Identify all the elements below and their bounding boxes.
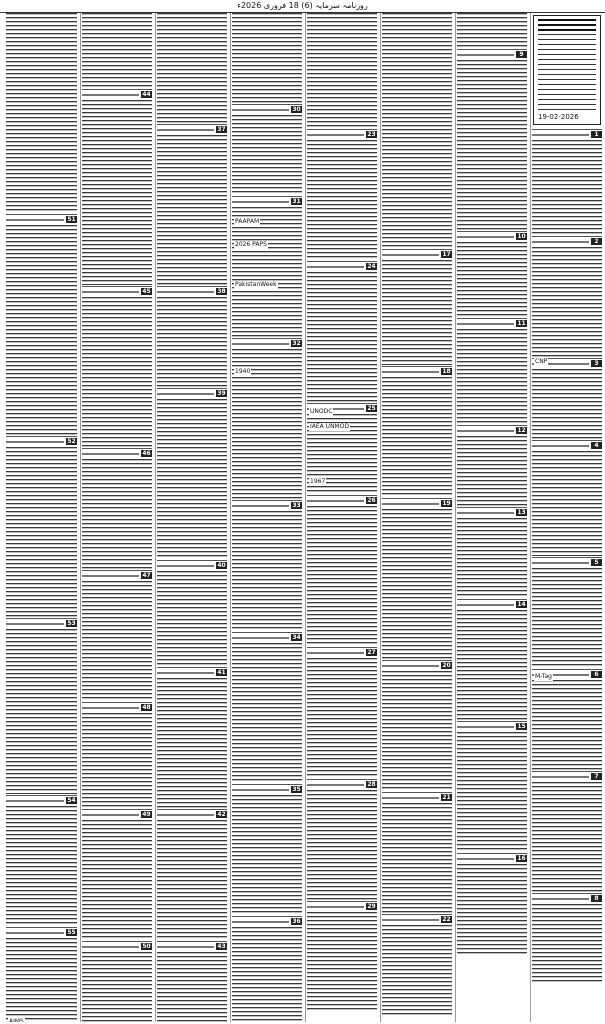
answer-text-block	[6, 447, 77, 617]
question-header	[532, 893, 602, 903]
heading-rule	[157, 565, 214, 567]
question-header	[82, 448, 152, 458]
answer-text-block	[82, 952, 152, 1022]
answer-text-block	[82, 820, 152, 940]
text-column	[530, 13, 603, 1022]
question-header	[307, 647, 377, 657]
question-header	[82, 89, 152, 99]
question-header	[382, 792, 452, 802]
inline-label-year1967: 1967	[310, 478, 326, 485]
answer-text-block	[82, 581, 152, 701]
question-number: 19	[442, 500, 451, 507]
question-header	[532, 236, 602, 246]
question-number: 36	[292, 918, 301, 925]
question-number: 5	[591, 559, 602, 566]
answer-text-block	[6, 806, 77, 926]
heading-rule	[157, 393, 214, 395]
heading-rule	[307, 784, 364, 786]
question-number: 1	[591, 131, 602, 138]
answer-text-block	[157, 678, 227, 808]
question-number: 43	[217, 943, 226, 950]
heading-rule	[307, 134, 364, 136]
question-header	[532, 440, 602, 450]
question-header	[157, 667, 227, 677]
question-header	[457, 318, 527, 328]
answer-text-block	[532, 369, 602, 439]
heading-rule	[6, 441, 64, 443]
question-number: 32	[292, 340, 301, 347]
question-number: 50	[142, 943, 151, 950]
notice-date: 19-02-2026	[538, 113, 579, 121]
heading-rule	[307, 906, 364, 908]
question-number: 46	[142, 450, 151, 457]
question-header	[382, 366, 452, 376]
question-number: 27	[367, 649, 376, 656]
question-header	[532, 771, 602, 781]
answer-text-block	[232, 795, 302, 915]
inline-label-unodc: UNODC	[310, 408, 333, 415]
question-header	[157, 809, 227, 819]
question-header	[6, 927, 77, 937]
heading-rule	[232, 637, 289, 639]
answer-text-block	[232, 927, 302, 1022]
answer-text-block	[232, 643, 302, 783]
question-number: 17	[442, 251, 451, 258]
question-number: 13	[517, 509, 526, 516]
question-header	[232, 338, 302, 348]
question-number: 16	[517, 855, 526, 862]
question-number: 53	[67, 620, 76, 627]
question-number: 47	[142, 572, 151, 579]
answer-text-block	[532, 904, 602, 984]
text-column	[380, 13, 453, 1022]
question-number: 3	[591, 360, 602, 367]
question-number: 12	[517, 427, 526, 434]
answer-text-block	[307, 13, 377, 128]
answer-text-block	[232, 511, 302, 631]
inline-label-cnp: CNP	[535, 358, 548, 365]
answer-text-block	[82, 297, 152, 447]
question-number: 14	[517, 601, 526, 608]
question-header	[6, 618, 77, 628]
question-header	[6, 795, 77, 805]
answer-text-block	[457, 60, 527, 230]
question-number: 10	[517, 233, 526, 240]
heading-rule	[157, 946, 214, 948]
question-header	[457, 853, 527, 863]
question-number: 45	[142, 288, 151, 295]
heading-rule	[382, 503, 439, 505]
answer-text-block	[307, 912, 377, 1012]
question-header	[457, 599, 527, 609]
answer-text-block	[532, 782, 602, 892]
heading-rule	[232, 343, 289, 345]
question-number: 8	[591, 895, 602, 902]
answer-text-block	[82, 459, 152, 569]
heading-rule	[6, 932, 64, 934]
question-header	[232, 104, 302, 114]
heading-rule	[157, 672, 214, 674]
heading-rule	[307, 266, 364, 268]
heading-rule	[82, 94, 139, 96]
question-header	[232, 916, 302, 926]
question-header	[232, 196, 302, 206]
question-number: 37	[217, 126, 226, 133]
answer-text-block	[307, 140, 377, 260]
question-number: 20	[442, 662, 451, 669]
heading-rule	[82, 291, 139, 293]
question-number: 2	[591, 238, 602, 245]
question-number: 21	[442, 794, 451, 801]
question-header	[532, 129, 602, 139]
inline-label-m-tag: M-Tag	[535, 673, 552, 680]
answer-text-block	[532, 568, 602, 668]
answer-text-block	[6, 938, 77, 1022]
newspaper-page	[2, 13, 603, 1022]
question-header	[382, 660, 452, 670]
question-header	[382, 914, 452, 924]
answer-text-block	[382, 260, 452, 365]
answer-text-block	[382, 13, 452, 248]
answer-text-block	[457, 518, 527, 598]
answer-text-block	[157, 135, 227, 285]
text-column	[455, 13, 528, 1022]
answer-text-block	[457, 13, 527, 48]
question-header	[382, 249, 452, 259]
question-header	[532, 557, 602, 567]
heading-rule	[307, 652, 364, 654]
answer-text-block	[157, 297, 227, 387]
question-header	[232, 632, 302, 642]
answer-text-block	[6, 13, 77, 213]
question-number: 11	[517, 320, 526, 327]
question-header	[157, 560, 227, 570]
text-column	[80, 13, 153, 1022]
inline-label-paps2026: 2026 PAPS	[235, 241, 267, 248]
question-number: 42	[217, 811, 226, 818]
question-number: 51	[67, 216, 76, 223]
question-number: 52	[67, 438, 76, 445]
question-header	[82, 286, 152, 296]
question-number: 34	[292, 634, 301, 641]
heading-rule	[157, 291, 214, 293]
text-column	[5, 13, 78, 1022]
heading-rule	[82, 946, 139, 948]
heading-rule	[232, 921, 289, 923]
answer-text-block	[82, 13, 152, 88]
answer-text-block	[6, 629, 77, 794]
answer-text-block	[532, 247, 602, 357]
heading-rule	[457, 858, 514, 860]
heading-rule	[6, 623, 64, 625]
answer-text-block	[82, 713, 152, 808]
question-header	[457, 425, 527, 435]
question-number: 6	[591, 671, 602, 678]
question-number: 38	[217, 288, 226, 295]
question-number: 9	[516, 51, 527, 58]
answer-text-block	[382, 509, 452, 659]
answer-text-block	[457, 610, 527, 720]
text-column	[230, 13, 303, 1022]
question-number: 15	[517, 723, 526, 730]
question-header	[157, 388, 227, 398]
answer-text-block	[532, 451, 602, 556]
answer-text-block	[457, 242, 527, 317]
question-header	[157, 286, 227, 296]
answer-text-block	[307, 506, 377, 646]
heading-rule	[457, 236, 514, 238]
question-header	[157, 124, 227, 134]
question-number: 28	[367, 781, 376, 788]
heading-rule	[457, 512, 514, 514]
question-number: 31	[292, 198, 301, 205]
heading-rule	[457, 430, 514, 432]
heading-rule	[457, 726, 514, 728]
heading-rule	[232, 789, 289, 791]
question-number: 39	[217, 390, 226, 397]
heading-rule	[382, 919, 439, 921]
question-header	[232, 784, 302, 794]
inline-label-iaea: IAEA UNMOD	[310, 423, 350, 430]
question-number: 18	[442, 368, 451, 375]
inline-label-year1940: 1940	[235, 368, 251, 375]
heading-rule	[532, 241, 589, 243]
heading-rule	[382, 371, 439, 373]
answer-text-block	[157, 820, 227, 940]
heading-rule	[457, 54, 514, 56]
text-column	[155, 13, 228, 1022]
question-number: 29	[367, 903, 376, 910]
question-header	[457, 507, 527, 517]
notice-body	[538, 34, 596, 110]
question-number: 35	[292, 786, 301, 793]
answer-text-block	[382, 803, 452, 913]
question-header	[307, 261, 377, 271]
masthead-title: روزنامہ سرمایہ (6) 18 فروری 2026ء	[237, 1, 368, 10]
heading-rule	[6, 800, 64, 802]
heading-rule	[457, 604, 514, 606]
question-header	[457, 721, 527, 731]
heading-rule	[457, 323, 514, 325]
question-number: 41	[217, 669, 226, 676]
heading-rule	[532, 134, 589, 136]
question-number: 22	[442, 916, 451, 923]
question-header	[82, 570, 152, 580]
answer-text-block	[382, 377, 452, 497]
inline-label-paapam: PAAPAM	[235, 218, 260, 225]
answer-text-block	[457, 864, 527, 954]
heading-rule	[82, 814, 139, 816]
question-header	[82, 809, 152, 819]
answer-text-block	[457, 329, 527, 424]
question-number: 49	[142, 811, 151, 818]
heading-rule	[532, 445, 589, 447]
heading-rule	[232, 201, 289, 203]
question-number: 54	[67, 797, 76, 804]
answer-text-block	[82, 100, 152, 285]
answer-text-block	[6, 225, 77, 435]
inline-label-aims: AIMS	[8, 1018, 25, 1022]
text-column	[305, 13, 378, 1022]
question-number: 24	[367, 263, 376, 270]
answer-text-block	[532, 140, 602, 235]
answer-text-block	[307, 272, 377, 402]
heading-rule	[382, 797, 439, 799]
heading-rule	[532, 898, 589, 900]
question-header	[157, 941, 227, 951]
question-number: 55	[67, 929, 76, 936]
heading-rule	[157, 129, 214, 131]
question-number: 33	[292, 502, 301, 509]
question-number: 48	[142, 704, 151, 711]
boxed-notice	[533, 15, 601, 125]
question-header	[232, 500, 302, 510]
answer-text-block	[232, 13, 302, 103]
question-number: 44	[142, 91, 151, 98]
answer-text-block	[157, 13, 227, 123]
question-header	[307, 129, 377, 139]
heading-rule	[382, 254, 439, 256]
question-header	[6, 214, 77, 224]
inline-label-pakistan-week: PakistanWeek	[235, 281, 277, 288]
answer-text-block	[307, 658, 377, 778]
heading-rule	[307, 500, 364, 502]
question-number: 23	[367, 131, 376, 138]
question-header	[307, 779, 377, 789]
answer-text-block	[232, 115, 302, 195]
heading-rule	[532, 562, 589, 564]
answer-text-block	[532, 680, 602, 770]
question-header	[82, 941, 152, 951]
heading-rule	[232, 109, 289, 111]
question-number: 26	[367, 497, 376, 504]
notice-heading	[538, 19, 596, 31]
answer-text-block	[457, 732, 527, 852]
question-header	[382, 498, 452, 508]
question-header	[82, 702, 152, 712]
answer-text-block	[157, 399, 227, 559]
answer-text-block	[232, 207, 302, 337]
heading-rule	[157, 814, 214, 816]
question-header	[457, 49, 527, 59]
heading-rule	[382, 665, 439, 667]
question-header	[6, 436, 77, 446]
heading-rule	[82, 575, 139, 577]
heading-rule	[6, 219, 64, 221]
heading-rule	[82, 453, 139, 455]
question-number: 25	[367, 405, 376, 412]
question-number: 40	[217, 562, 226, 569]
answer-text-block	[307, 790, 377, 900]
question-header	[307, 901, 377, 911]
heading-rule	[532, 776, 589, 778]
question-number: 30	[292, 106, 301, 113]
heading-rule	[232, 505, 289, 507]
question-header	[307, 495, 377, 505]
answer-text-block	[382, 925, 452, 1015]
question-header	[457, 231, 527, 241]
answer-text-block	[157, 952, 227, 1022]
masthead	[0, 0, 605, 13]
answer-text-block	[382, 671, 452, 791]
heading-rule	[82, 707, 139, 709]
question-number: 4	[591, 442, 602, 449]
answer-text-block	[457, 436, 527, 506]
question-number: 7	[591, 773, 602, 780]
answer-text-block	[157, 571, 227, 666]
